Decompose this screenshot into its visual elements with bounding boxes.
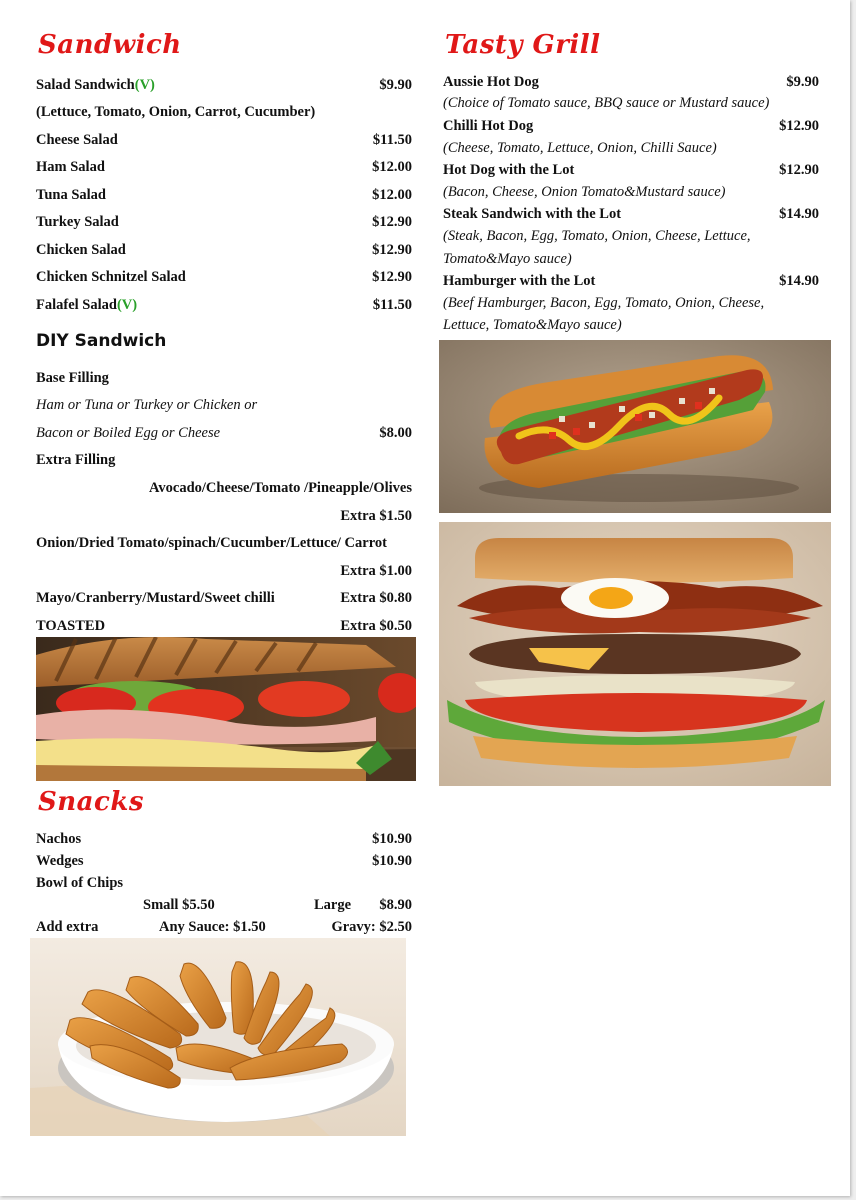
item-description: (Beef Hamburger, Bacon, Egg, Tomato, Onion, Cheese,	[443, 295, 765, 311]
item-price: $10.90	[372, 853, 412, 869]
item-name: Turkey Salad	[36, 214, 119, 230]
salad-description: (Lettuce, Tomato, Onion, Carrot, Cucumber)	[36, 104, 316, 120]
menu-item-chilli-hot-dog	[443, 117, 819, 135]
item-price: $14.90	[779, 206, 819, 222]
chips-large-price: $8.90	[379, 897, 412, 913]
toasted-price: Extra $0.50	[340, 618, 412, 634]
toasted-sandwich-photo	[36, 637, 416, 781]
extra-filling-price-2: Extra $1.00	[340, 563, 412, 579]
base-filling-price: $8.00	[379, 425, 412, 441]
sauce-options-price: Extra $0.80	[340, 590, 412, 606]
menu-item-hot-dog-with-the-lot	[443, 161, 819, 179]
menu-item-aussie-hot-dog	[443, 73, 819, 91]
gravy-price: Gravy: $2.50	[331, 919, 412, 935]
extra-filling-option-2: Onion/Dried Tomato/spinach/Cucumber/Lettuce/ Carrot	[36, 535, 387, 551]
vegetarian-tag: (V)	[116, 297, 138, 313]
burger-photo	[439, 522, 831, 786]
item-name: Salad Sandwich	[36, 77, 135, 93]
item-description: Tomato&Mayo sauce)	[443, 251, 572, 267]
item-price: $12.90	[779, 118, 819, 134]
item-price: $9.90	[379, 77, 412, 93]
snacks-section-title: Snacks	[38, 787, 145, 817]
menu-item-steak-sandwich	[443, 205, 819, 223]
menu-item-nachos	[36, 830, 412, 848]
item-price: $11.50	[372, 297, 412, 313]
item-name: Tuna Salad	[36, 187, 107, 203]
chips-small-price: Small $5.50	[143, 897, 215, 913]
toasted-option	[36, 617, 412, 635]
item-name: Chilli Hot Dog	[443, 118, 534, 134]
item-name: Wedges	[36, 853, 84, 869]
base-filling-label: Base Filling	[36, 370, 109, 386]
any-sauce-price: Any Sauce: $1.50	[159, 919, 266, 935]
menu-item-tuna-salad	[36, 186, 412, 204]
toasted-label: TOASTED	[36, 618, 106, 634]
hot-dog-photo	[439, 340, 831, 513]
item-name: Falafel Salad	[36, 297, 117, 313]
menu-item-chicken-salad	[36, 241, 412, 259]
tasty-grill-section-title: Tasty Grill	[445, 30, 601, 60]
item-price: $11.50	[372, 132, 412, 148]
item-price: $9.90	[786, 74, 819, 90]
item-name: Chicken Schnitzel Salad	[36, 269, 186, 285]
item-price: $12.90	[372, 214, 412, 230]
base-filling-options-text: Bacon or Boiled Egg or Cheese	[36, 425, 221, 441]
item-price: $14.90	[779, 273, 819, 289]
sauce-options-text: Mayo/Cranberry/Mustard/Sweet chilli	[36, 590, 275, 606]
item-description: Lettuce, Tomato&Mayo sauce)	[443, 317, 622, 333]
item-price: $12.90	[779, 162, 819, 178]
chips-large-label: Large	[314, 897, 352, 913]
item-name: Chicken Salad	[36, 242, 126, 258]
menu-item-ham-salad	[36, 158, 412, 176]
extra-filling-option-1: Avocado/Cheese/Tomato /Pineapple/Olives	[148, 480, 412, 496]
item-price: $12.90	[372, 242, 412, 258]
item-description: (Cheese, Tomato, Lettuce, Onion, Chilli Sauce)	[443, 140, 717, 156]
item-name: Nachos	[36, 831, 82, 847]
vegetarian-tag: (V)	[134, 77, 155, 93]
add-extra-label: Add extra	[36, 919, 99, 935]
extra-filling-option-3	[36, 589, 412, 607]
item-price: $12.90	[372, 269, 412, 285]
item-name: Ham Salad	[36, 159, 105, 175]
menu-item-bowl-of-chips: Bowl of Chips	[36, 875, 124, 891]
item-description: (Choice of Tomato sauce, BBQ sauce or Mustard sauce)	[443, 95, 770, 111]
base-filling-options-line1: Ham or Tuna or Turkey or Chicken or	[36, 397, 258, 413]
item-name: Hot Dog with the Lot	[443, 162, 575, 178]
menu-item-turkey-salad	[36, 213, 412, 231]
extra-filling-price-1: Extra $1.50	[340, 508, 412, 524]
menu-item-chicken-schnitzel-salad	[36, 268, 412, 286]
item-name: Cheese Salad	[36, 132, 118, 148]
diy-sandwich-title: DIY Sandwich	[36, 331, 167, 351]
item-price: $12.00	[372, 159, 412, 175]
menu-item-salad-sandwich	[36, 76, 412, 94]
item-price: $12.00	[372, 187, 412, 203]
base-filling-options-line2	[36, 424, 412, 442]
item-name: Steak Sandwich with the Lot	[443, 206, 622, 222]
sandwich-section-title: Sandwich	[38, 30, 182, 60]
menu-item-hamburger-with-the-lot	[443, 272, 819, 290]
item-name: Aussie Hot Dog	[443, 74, 539, 90]
item-description: (Steak, Bacon, Egg, Tomato, Onion, Cheese, Lettuce,	[443, 228, 751, 244]
item-description: (Bacon, Cheese, Onion Tomato&Mustard sauce)	[443, 184, 726, 200]
menu-item-falafel-salad	[36, 296, 412, 314]
item-name: Hamburger with the Lot	[443, 273, 596, 289]
extra-filling-label: Extra Filling	[36, 452, 116, 468]
item-price: $10.90	[372, 831, 412, 847]
menu-item-cheese-salad	[36, 131, 412, 149]
potato-wedges-photo	[30, 938, 406, 1136]
menu-item-wedges	[36, 852, 412, 870]
